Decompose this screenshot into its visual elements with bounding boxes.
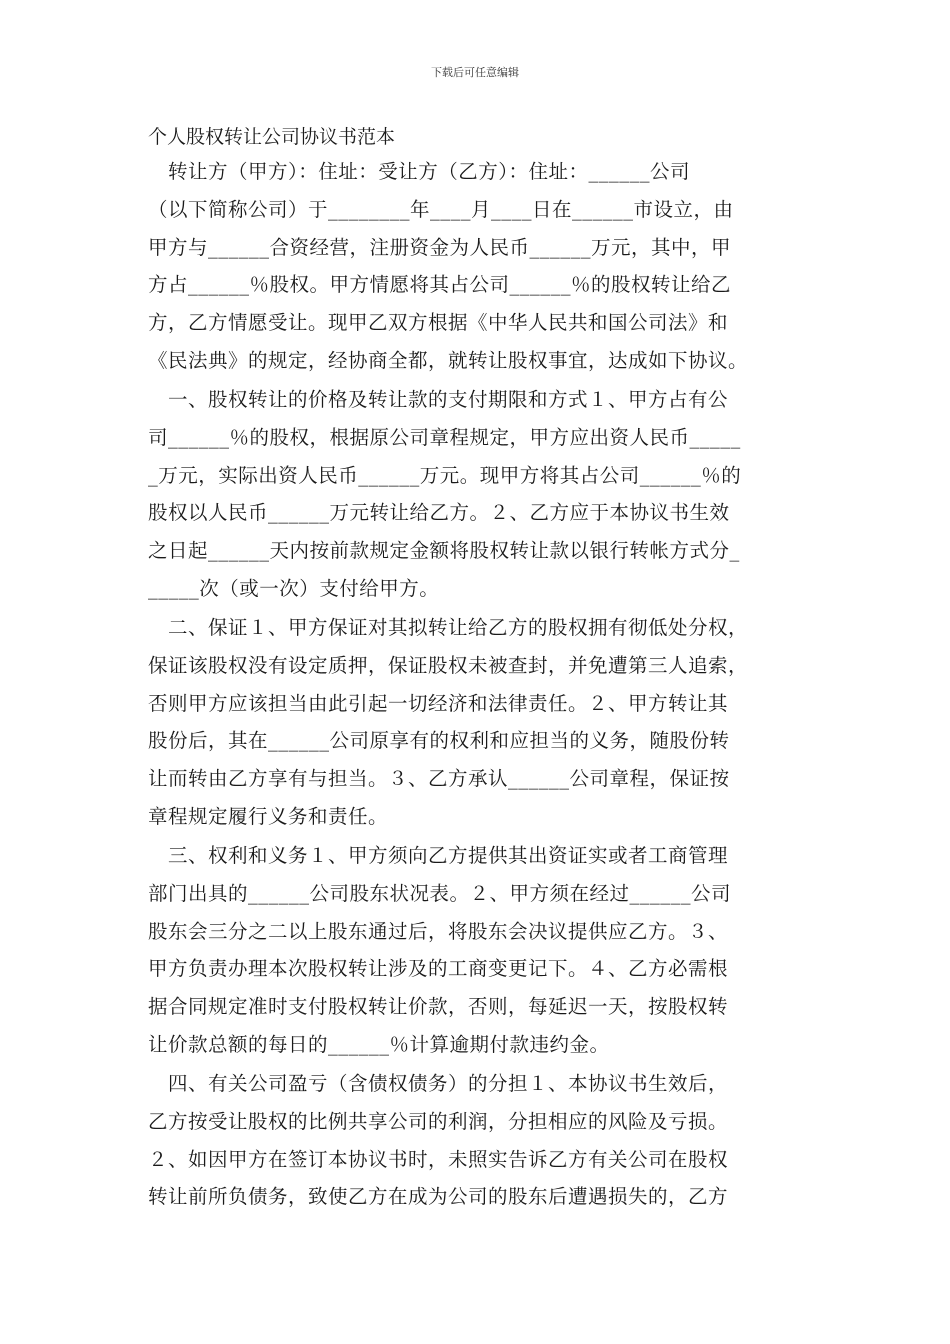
body-line: 股东会三分之二以上股东通过后，将股东会决议提供应乙方。３、: [148, 919, 729, 943]
body-line: 三、权利和义务１、甲方须向乙方提供其出资证实或者工商管理: [148, 843, 729, 867]
body-line: 四、有关公司盈亏（含债权债务）的分担１、本协议书生效后，: [148, 1071, 729, 1095]
body-line: 甲方与______合资经营，注册资金为人民币______万元，其中，甲: [148, 235, 732, 259]
document-body: [148, 153, 808, 1216]
body-line: 部门出具的______公司股东状况表。２、甲方须在经过______公司: [148, 881, 732, 905]
body-line: 章程规定履行义务和责任。: [148, 804, 389, 828]
body-line: 之日起______天内按前款规定金额将股权转让款以银行转帐方式分_: [148, 539, 740, 563]
body-line: 否则甲方应该担当由此引起一切经济和法律责任。２、甲方转让其: [148, 691, 729, 715]
header-note: 下载后可任意编辑: [431, 66, 519, 79]
body-line: 让价款总额的每日的______％计算逾期付款违约金。: [148, 1032, 610, 1056]
body-line: 据合同规定准时支付股权转让价款，否则，每延迟一天，按股权转: [148, 995, 729, 1019]
body-line: 二、保证１、甲方保证对其拟转让给乙方的股权拥有彻低处分权，: [148, 615, 749, 639]
document-title: 个人股权转让公司协议书范本: [148, 126, 396, 148]
body-line: 方，乙方情愿受让。现甲乙双方根据《中华人民共和国公司法》和: [148, 311, 729, 334]
body-line: 转让方（甲方）：住址：受让方（乙方）：住址：______公司: [148, 160, 691, 183]
body-line: 让而转由乙方享有与担当。３、乙方承认______公司章程，保证按: [148, 767, 730, 791]
body-line: 方占______％股权。甲方情愿将其占公司______％的股权转让给乙: [148, 273, 732, 297]
body-line: 股权以人民币______万元转让给乙方。２、乙方应于本协议书生效: [148, 501, 730, 525]
body-line: _____次（或一次）支付给甲方。: [148, 576, 440, 600]
body-line: 保证该股权没有设定质押，保证股权未被查封，并免遭第三人追索，: [148, 653, 749, 677]
body-line: （以下简称公司）于________年____月____日在______市设立，由: [148, 197, 734, 221]
body-line: 《民法典》的规定，经协商全都，就转让股权事宜，达成如下协议。: [148, 348, 749, 372]
body-line: 转让前所负债务，致使乙方在成为公司的股东后遭遇损失的，乙方: [148, 1185, 729, 1209]
body-line: 乙方按受让股权的比例共享公司的利润，分担相应的风险及亏损。: [148, 1109, 729, 1133]
body-line: _万元，实际出资人民币______万元。现甲方将其占公司______％的: [148, 463, 742, 487]
body-line: 甲方负责办理本次股权转让涉及的工商变更记下。４、乙方必需根: [148, 957, 729, 981]
body-line: ２、如因甲方在签订本协议书时，未照实告诉乙方有关公司在股权: [148, 1147, 729, 1171]
body-line: 司______％的股权，根据原公司章程规定，甲方应出资人民币_____: [148, 425, 741, 449]
body-line: 一、股权转让的价格及转让款的支付期限和方式１、甲方占有公: [148, 387, 729, 411]
body-line: 股份后，其在______公司原享有的权利和应担当的义务，随股份转: [148, 729, 730, 753]
